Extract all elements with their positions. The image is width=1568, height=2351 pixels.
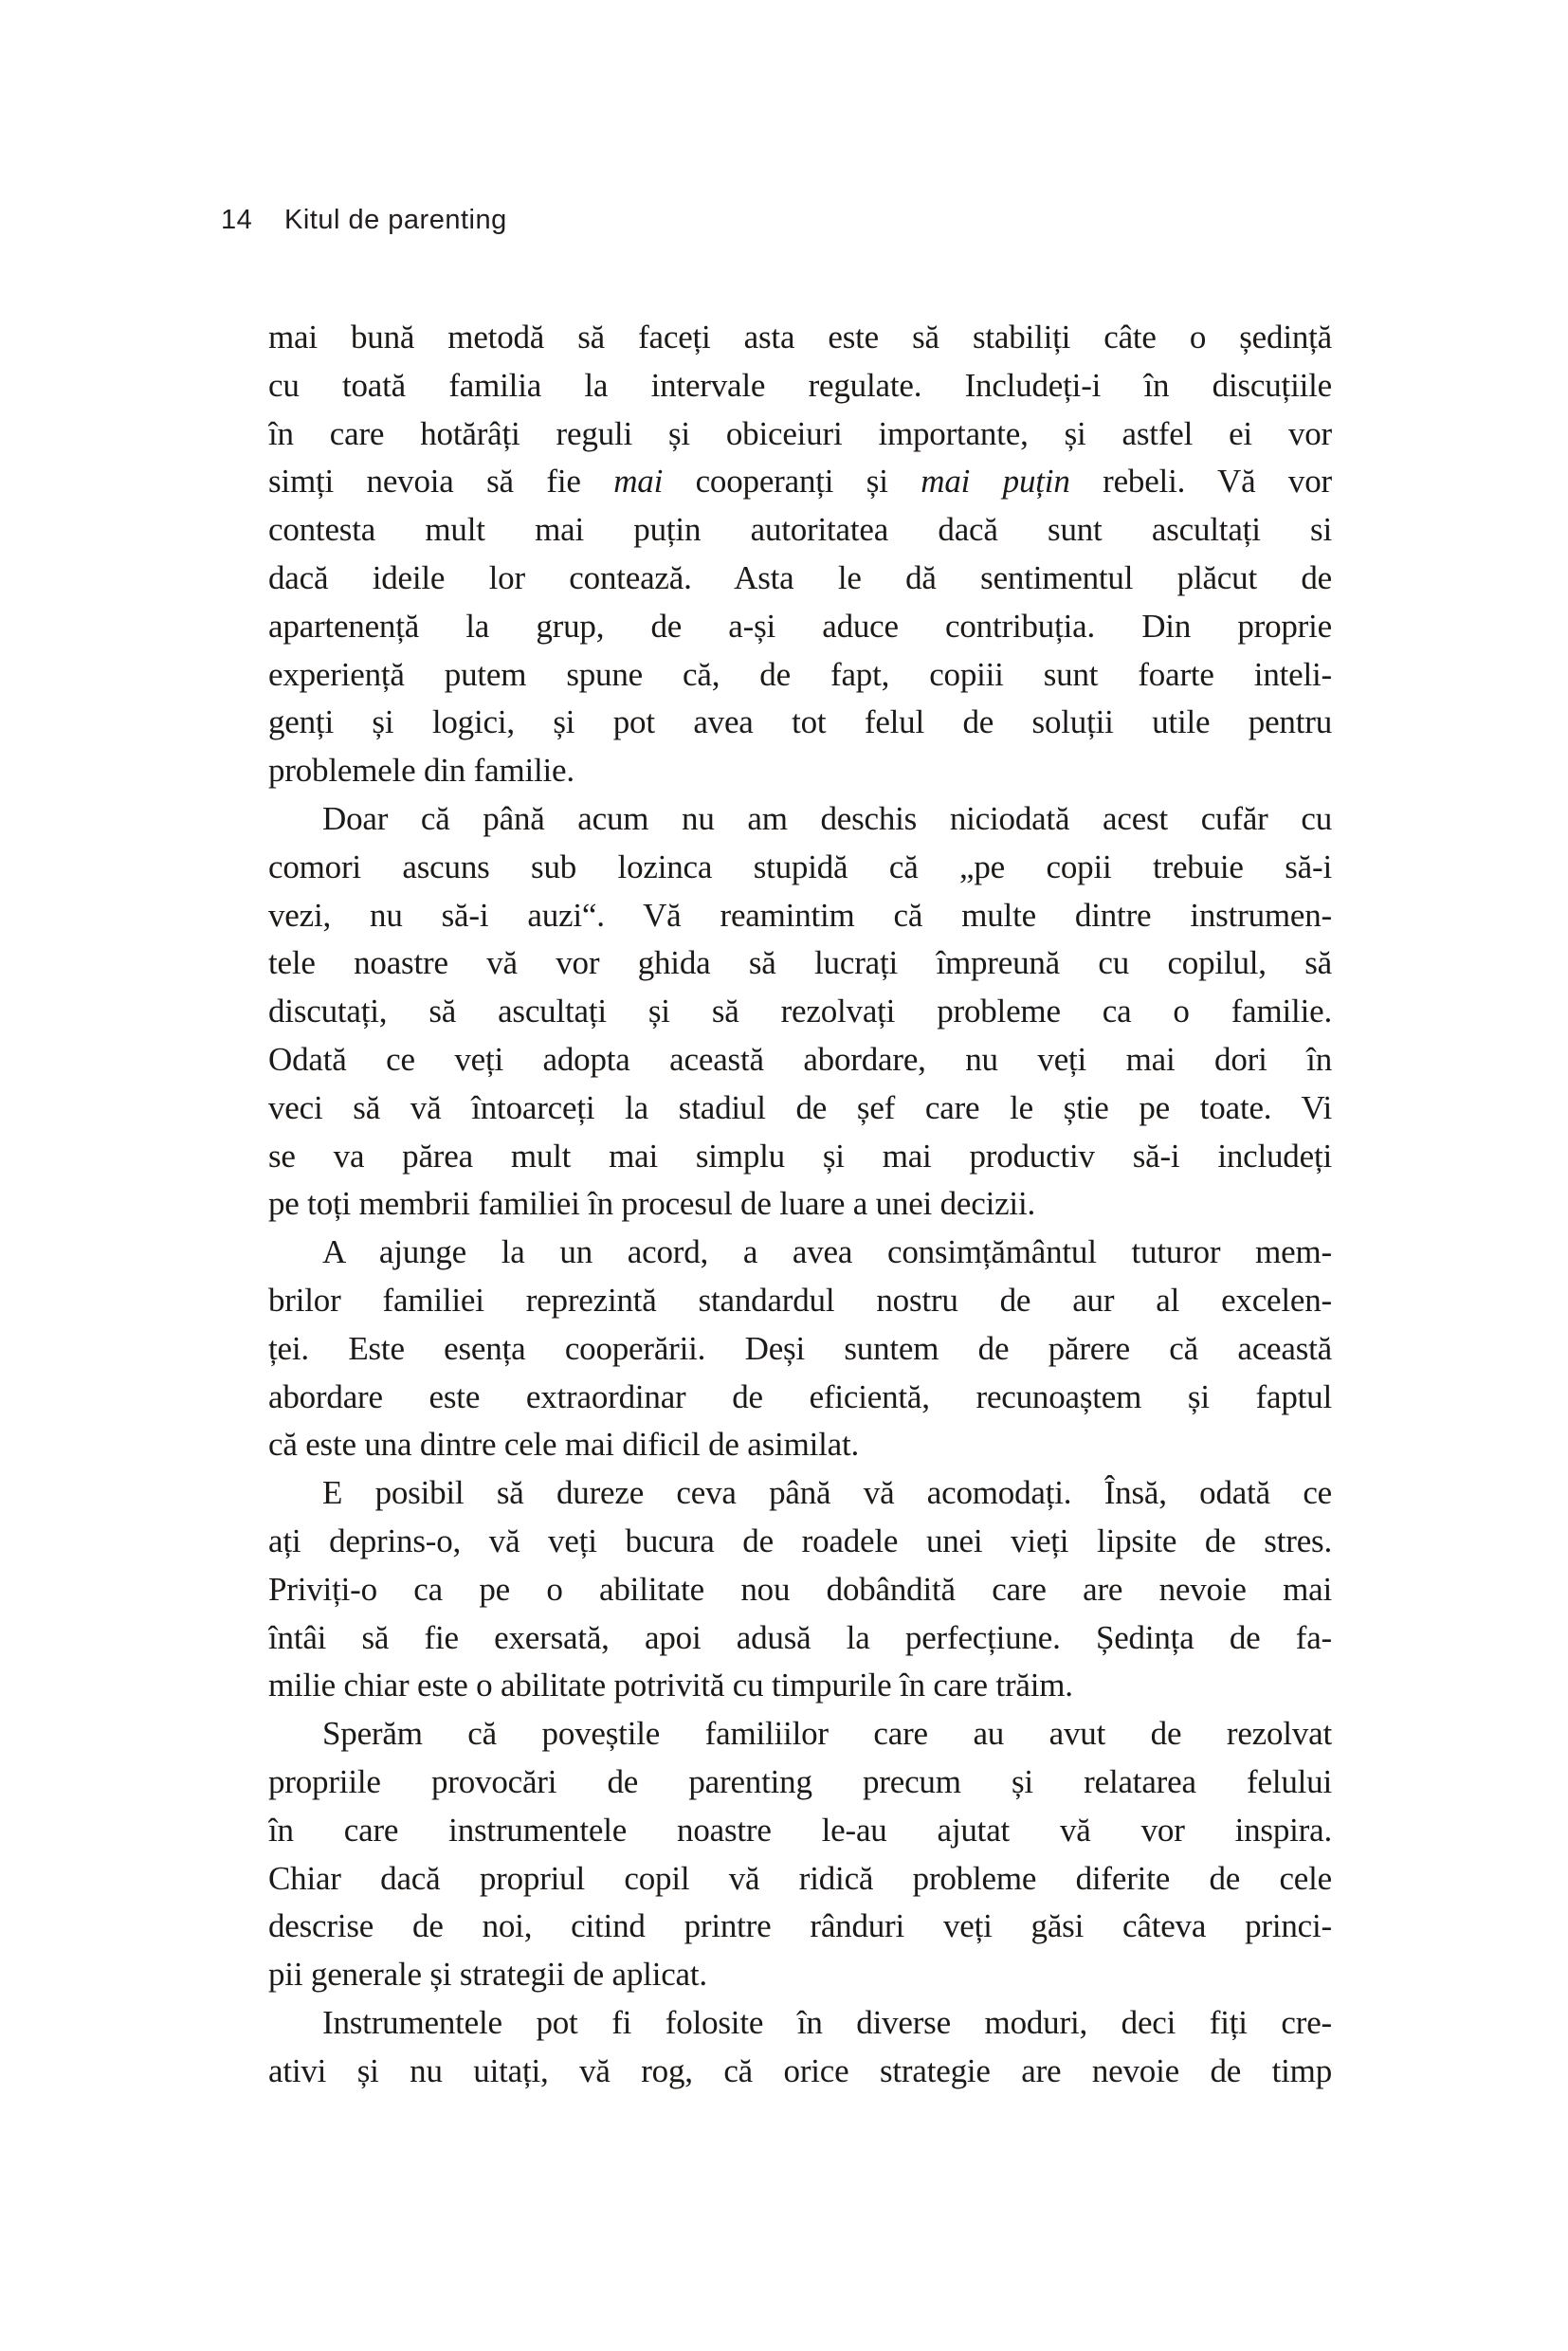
- text-line: [268, 314, 1332, 362]
- text-line: [268, 1662, 1332, 1710]
- text-line: [268, 1036, 1332, 1084]
- text-segment: ați deprins-o, vă veți bucura de roadele unei vieți lipsite de stres.: [268, 1522, 1332, 1559]
- text-segment: Priviți-o ca pe o abilitate nou dobândită care are nevoie mai: [268, 1570, 1332, 1608]
- text-segment: problemele din familie.: [268, 752, 574, 790]
- text-line: [268, 1759, 1332, 1807]
- text-segment: E posibil să dureze ceva până vă acomodați. Însă, odată ce: [322, 1474, 1332, 1512]
- italic-text: mai puțin: [921, 463, 1070, 501]
- text-line: [268, 506, 1332, 555]
- text-line: [268, 747, 1332, 795]
- body-text: [268, 314, 1332, 2095]
- text-line: [268, 1469, 1332, 1518]
- text-line: [268, 1133, 1332, 1181]
- text-segment: pe toți membrii familiei în procesul de luare a unei decizii.: [268, 1185, 1036, 1223]
- text-line: [268, 1084, 1332, 1133]
- text-line: [268, 2048, 1332, 2096]
- text-segment: veci să vă întoarceți la stadiul de șef care le știe pe toate. Vi: [268, 1088, 1332, 1126]
- text-line: [268, 1325, 1332, 1374]
- text-line: [268, 1229, 1332, 1277]
- text-segment: simți nevoia să fie: [268, 463, 614, 501]
- text-line: [268, 988, 1332, 1036]
- paragraph: [268, 1999, 1332, 2096]
- text-segment: Odată ce veți adopta această abordare, nu veți mai dori în: [268, 1040, 1332, 1078]
- text-segment: ativi și nu uitați, vă rog, că orice strategie are nevoie de timp: [268, 2051, 1332, 2089]
- text-line: [268, 1614, 1332, 1663]
- text-segment: Sperăm că poveștile familiilor care au avut de rezolvat: [322, 1715, 1332, 1753]
- text-line: [268, 1374, 1332, 1422]
- text-segment: în care hotărâți reguli și obiceiuri importante, și astfel ei vor: [268, 414, 1332, 452]
- text-segment: comori ascuns sub lozinca stupidă că „pe copii trebuie să-i: [268, 847, 1332, 885]
- text-segment: cooperanți și: [663, 463, 921, 501]
- text-line: [268, 699, 1332, 747]
- running-title: Kitul de parenting: [284, 205, 507, 235]
- text-segment: apartenență la grup, de a-și aduce contribuția. Din proprie: [268, 607, 1332, 645]
- text-segment: rebeli. Vă vor: [1069, 463, 1332, 501]
- text-line: [268, 844, 1332, 892]
- text-line: [268, 1277, 1332, 1325]
- text-segment: dacă ideile lor contează. Asta le dă sentimentul plăcut de: [268, 558, 1332, 596]
- text-segment: cu toată familia la intervale regulate. Includeți-i în discuțiile: [268, 366, 1332, 404]
- text-line: [268, 410, 1332, 459]
- text-segment: brilor familiei reprezintă standardul nostru de aur al excelen-: [268, 1281, 1332, 1319]
- text-line: [268, 1421, 1332, 1469]
- text-line: [268, 892, 1332, 940]
- text-segment: A ajunge la un acord, a avea consimțământul tuturor mem-: [322, 1233, 1332, 1271]
- text-segment: descrise de noi, citind printre rânduri veți găsi câteva princi-: [268, 1907, 1332, 1945]
- text-segment: milie chiar este o abilitate potrivită cu timpurile în care trăim.: [268, 1667, 1073, 1704]
- text-line: [268, 362, 1332, 410]
- text-line: [268, 1518, 1332, 1566]
- text-line: [268, 555, 1332, 603]
- text-line: [268, 1710, 1332, 1759]
- text-line: [268, 458, 1332, 506]
- text-segment: Instrumentele pot fi folosite în diverse moduri, deci fiți cre-: [322, 2003, 1332, 2041]
- text-line: [268, 1566, 1332, 1614]
- paragraph: [268, 314, 1332, 795]
- text-segment: genți și logici, și pot avea tot felul de soluții utile pentru: [268, 703, 1332, 741]
- running-header: [221, 205, 507, 236]
- text-segment: pii generale și strategii de aplicat.: [268, 1956, 707, 1994]
- text-line: [268, 603, 1332, 651]
- italic-text: mai: [613, 463, 664, 501]
- page-number: 14: [221, 205, 253, 235]
- paragraph: [268, 1710, 1332, 1999]
- text-segment: că este una dintre cele mai dificil de asimilat.: [268, 1426, 860, 1464]
- text-segment: Chiar dacă propriul copil vă ridică probleme diferite de cele: [268, 1859, 1332, 1897]
- text-segment: vezi, nu să-i auzi“. Vă reamintim că multe dintre instrumen-: [268, 896, 1332, 934]
- text-line: [268, 1807, 1332, 1855]
- text-line: [268, 795, 1332, 844]
- paragraph: [268, 1229, 1332, 1469]
- text-line: [268, 1903, 1332, 1951]
- text-line: [268, 1855, 1332, 1904]
- text-segment: contesta mult mai puțin autoritatea dacă sunt ascultați si: [268, 511, 1332, 549]
- paragraph: [268, 1469, 1332, 1710]
- text-line: [268, 651, 1332, 700]
- text-segment: în care instrumentele noastre le-au ajutat vă vor inspira.: [268, 1811, 1332, 1849]
- text-line: [268, 1999, 1332, 2048]
- text-segment: Doar că până acum nu am deschis niciodată acest cufăr cu: [322, 799, 1332, 837]
- text-segment: discutați, să ascultați și să rezolvați probleme ca o familie.: [268, 993, 1332, 1030]
- text-line: [268, 939, 1332, 988]
- text-line: [268, 1180, 1332, 1229]
- text-segment: întâi să fie exersată, apoi adusă la perfecțiune. Ședința de fa-: [268, 1618, 1332, 1656]
- text-line: [268, 1951, 1332, 1999]
- text-segment: propriile provocări de parenting precum și relatarea felului: [268, 1762, 1332, 1800]
- text-segment: mai bună metodă să faceți asta este să stabiliți câte o ședință: [268, 319, 1332, 355]
- text-segment: abordare este extraordinar de eficientă, recunoaștem și faptul: [268, 1377, 1332, 1415]
- paragraph: [268, 795, 1332, 1229]
- text-segment: se va părea mult mai simplu și mai productiv să-i includeți: [268, 1137, 1332, 1175]
- text-segment: ței. Este esența cooperării. Deși suntem de părere că această: [268, 1329, 1332, 1367]
- text-segment: tele noastre vă vor ghida să lucrați împreună cu copilul, să: [268, 944, 1332, 982]
- text-segment: experiență putem spune că, de fapt, copiii sunt foarte inteli-: [268, 655, 1332, 693]
